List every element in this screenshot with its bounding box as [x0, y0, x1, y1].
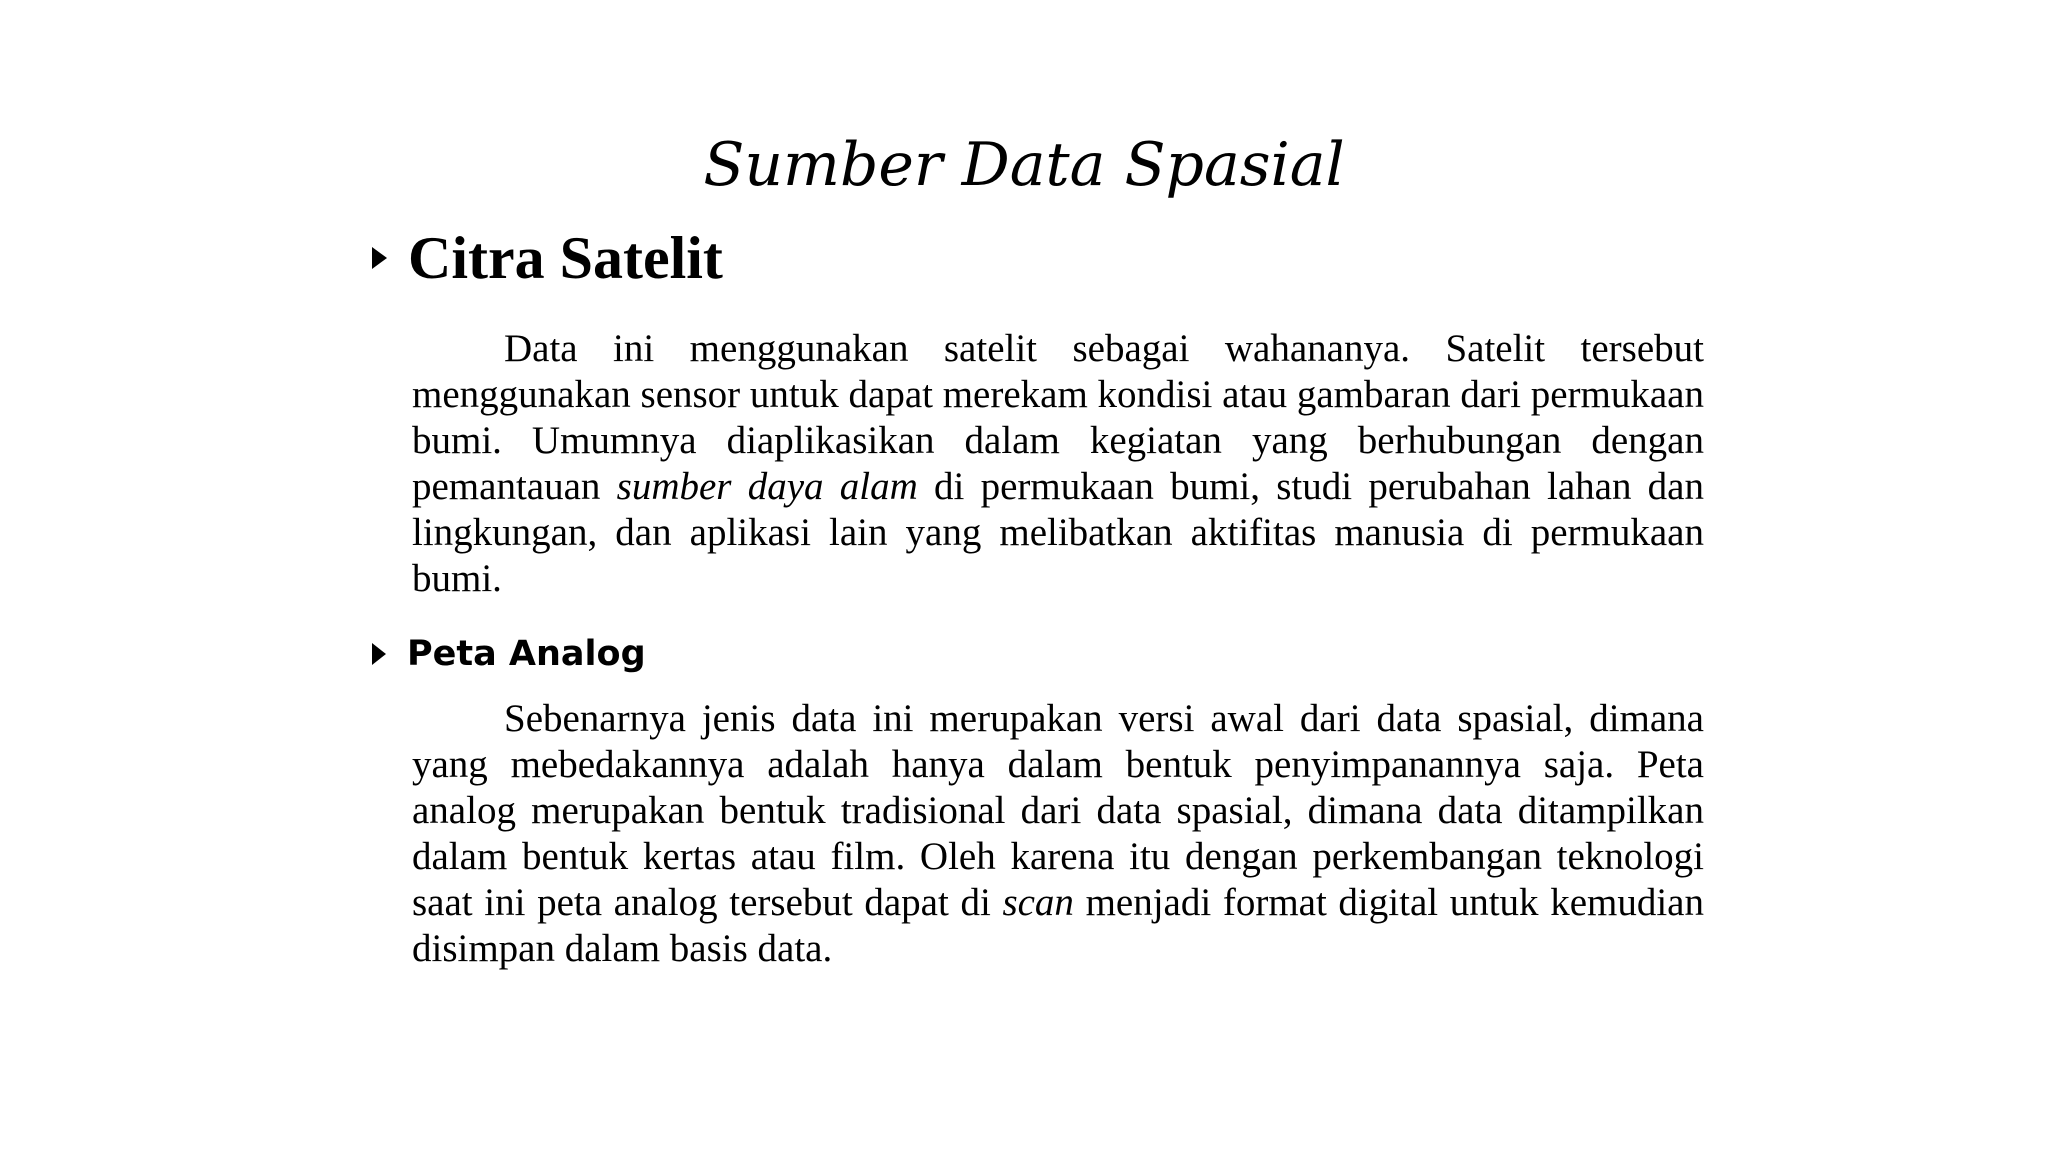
paragraph-italic-text: sumber daya alam	[616, 465, 918, 508]
paragraph-text: di permukaan bumi, studi perubahan lahan dan lingkungan, dan aplikasi lain yang melibatkan aktifitas manusia di permukaan bumi.	[412, 465, 1704, 600]
section-heading-peta-analog	[372, 628, 646, 680]
paragraph-italic-text: scan	[1002, 881, 1074, 924]
slide-title: Sumber Data Spasial	[703, 130, 1345, 200]
section-heading-label: Peta Analog	[407, 634, 646, 674]
section-paragraph-citra-satelit	[412, 326, 1704, 602]
triangle-right-icon	[372, 643, 386, 665]
section-heading-label: Citra Satelit	[408, 225, 723, 291]
paragraph-text: menjadi format digital untuk kemudian disimpan dalam basis data.	[412, 881, 1704, 970]
section-paragraph-peta-analog	[412, 696, 1704, 972]
section-heading-citra-satelit	[372, 222, 723, 294]
paragraph-text: Data ini menggunakan satelit sebagai wahananya. Satelit tersebut menggunakan sensor untuk dapat merekam kondisi atau gambaran dari permukaan bumi. Umumnya diaplikasikan dalam kegiatan yang berhubungan dengan pemantauan	[412, 327, 1704, 508]
triangle-right-icon	[372, 247, 387, 269]
paragraph-text: Sebenarnya jenis data ini merupakan versi awal dari data spasial, dimana yang mebedakannya adalah hanya dalam bentuk penyimpanannya saja. Peta analog merupakan bentuk tradisional dari data spasial, dimana data ditampilkan dalam bentuk kertas atau film. Oleh karena itu dengan perkembangan teknologi saat ini peta analog tersebut dapat di	[412, 697, 1704, 924]
